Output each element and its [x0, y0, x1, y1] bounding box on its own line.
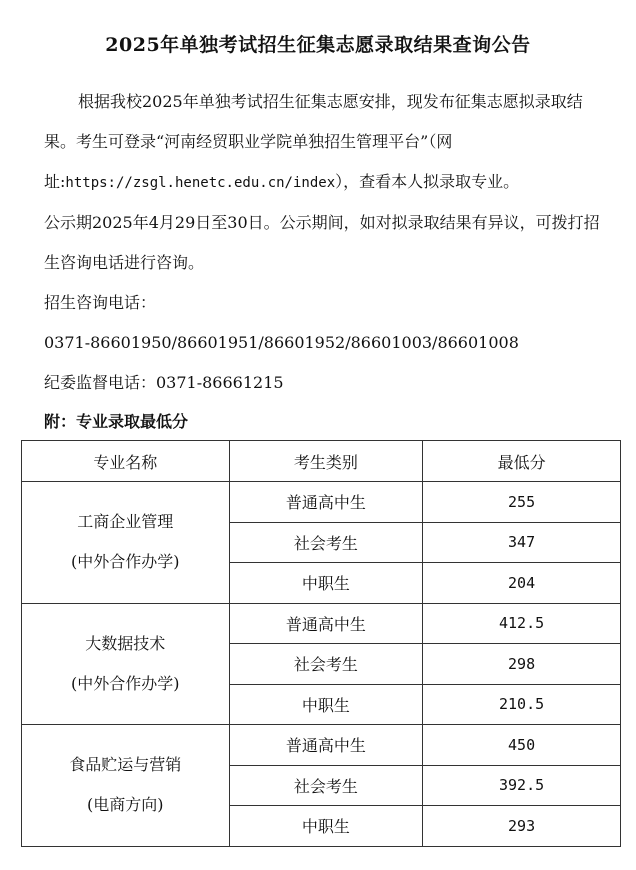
- category-cell: 普通高中生: [229, 482, 423, 523]
- major-cell: [22, 603, 230, 725]
- platform-url[interactable]: https://zsgl.henetc.edu.cn/index: [65, 175, 336, 191]
- major-note: (中外合作办学): [71, 552, 180, 572]
- header-category: 考生类别: [229, 441, 423, 482]
- category-cell: 中职生: [229, 684, 423, 725]
- page-title: 2025年单独考试招生征集志愿录取结果查询公告: [105, 34, 531, 56]
- category-cell: 社会考生: [229, 765, 423, 806]
- score-cell: 293: [423, 806, 621, 847]
- major-cell: [22, 725, 230, 847]
- intro-text-end: ），查看本人拟录取专业。: [335, 172, 520, 191]
- table-row: [22, 603, 621, 644]
- category-cell: 社会考生: [229, 522, 423, 563]
- score-cell: 412.5: [423, 603, 621, 644]
- announcement-body: [44, 82, 604, 403]
- table-row: [22, 725, 621, 766]
- discipline-phone: 纪委监督电话：0371-86661215: [44, 373, 284, 392]
- major-name: 食品贮运与营销: [69, 755, 182, 775]
- header-major: 专业名称: [22, 441, 230, 482]
- major-note: (电商方向): [87, 795, 164, 815]
- major-name: 大数据技术: [85, 633, 166, 653]
- category-cell: 中职生: [229, 563, 423, 604]
- header-min-score: 最低分: [423, 441, 621, 482]
- table-header-row: [22, 441, 621, 482]
- score-cell: 204: [423, 563, 621, 604]
- score-cell: 392.5: [423, 765, 621, 806]
- category-cell: 普通高中生: [229, 725, 423, 766]
- consult-label: 招生咨询电话：: [44, 293, 157, 312]
- paragraph-publicity: 公示期2025年4月29日至30日。公示期间，如对拟录取结果有异议，可拨打招生咨询电话进行咨询。: [44, 213, 600, 272]
- score-cell: 210.5: [423, 684, 621, 725]
- score-cell: 347: [423, 522, 621, 563]
- score-cell: 298: [423, 644, 621, 685]
- category-cell: 中职生: [229, 806, 423, 847]
- intro-text: 根据我校2025年单独考试招生征集志愿安排，现发布征集志愿拟录取结果。考生可登录“河南经贸职业学院单独招生管理平台”（网址:: [44, 92, 583, 191]
- major-name: 工商企业管理: [77, 512, 174, 532]
- table-row: [22, 482, 621, 523]
- score-cell: 450: [423, 725, 621, 766]
- category-cell: 普通高中生: [229, 603, 423, 644]
- major-note: (中外合作办学): [71, 673, 180, 693]
- appendix-title: 附：专业录取最低分: [44, 412, 189, 431]
- major-cell: [22, 482, 230, 604]
- category-cell: 社会考生: [229, 644, 423, 685]
- score-cell: 255: [423, 482, 621, 523]
- score-table: [21, 440, 621, 847]
- paragraph-intro: [44, 82, 604, 203]
- consult-phones: 0371-86601950/86601951/86601952/86601003/86601008: [44, 333, 519, 352]
